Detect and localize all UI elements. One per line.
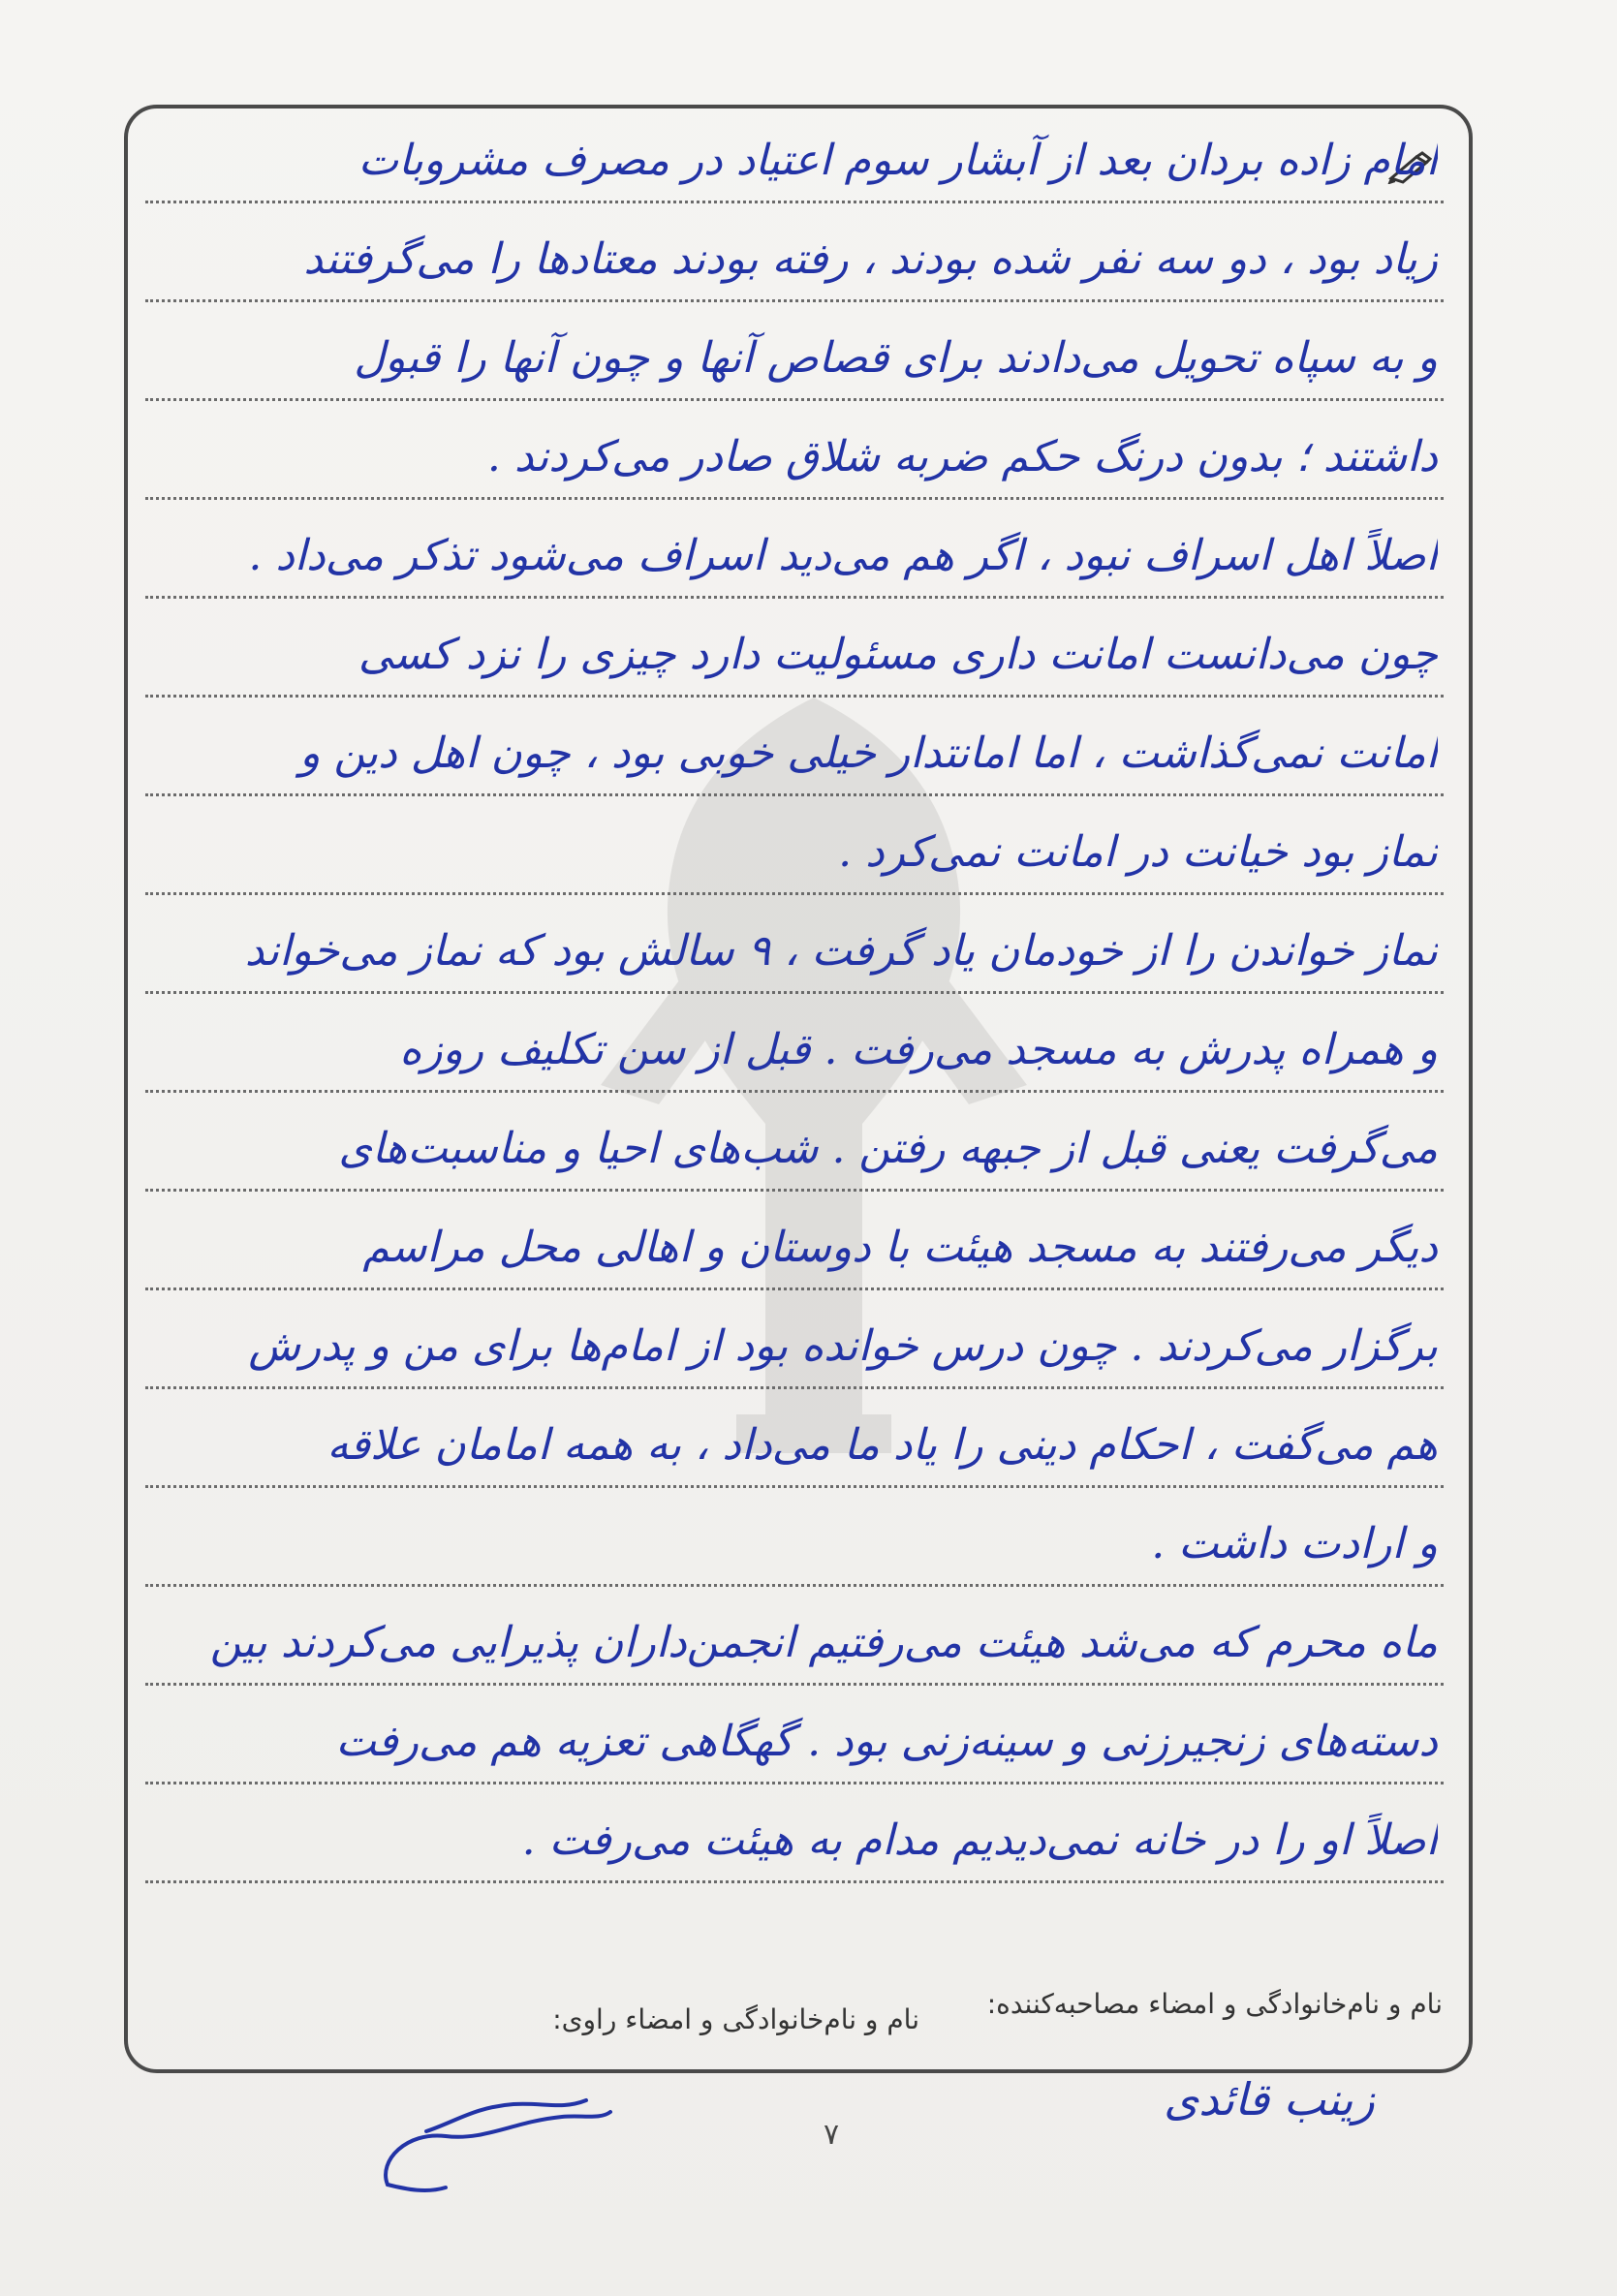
narrator-signature-icon <box>368 2093 620 2199</box>
handwritten-line-text: دیگر می‌رفتند به مسجد هیئت با دوستان و اهالی محل مراسم <box>362 1223 1438 1272</box>
handwritten-line-text: امانت نمی‌گذاشت ، اما امانتدار خیلی خوبی بود ، چون اهل دین و <box>299 729 1438 778</box>
interviewer-signature-label: نام و نام‌خانوادگی و امضاء مصاحبه‌کننده: <box>986 1988 1443 2020</box>
handwritten-line-text: ماه محرم که می‌شد هیئت می‌رفتیم انجمن‌داران پذیرایی می‌کردند بین <box>209 1618 1438 1667</box>
text-line <box>145 413 1444 500</box>
handwritten-line-text: برگزار می‌کردند . چون درس خوانده بود از امام‌ها برای من و پدرش <box>248 1321 1438 1371</box>
handwritten-line-text: اصلاً اهل اسراف نبود ، اگر هم می‌دید اسراف می‌شود تذکر می‌داد . <box>248 531 1438 580</box>
handwritten-line-text: داشتند ؛ بدون درنگ حکم ضربه شلاق صادر می‌کردند . <box>486 432 1438 481</box>
text-line <box>145 808 1444 895</box>
handwritten-line-text: و به سپاه تحویل می‌دادند برای قصاص آنها و چون آنها را قبول <box>354 333 1438 383</box>
text-line <box>145 1401 1444 1488</box>
text-line <box>145 1203 1444 1290</box>
text-line <box>145 512 1444 599</box>
text-line <box>145 907 1444 994</box>
text-line <box>145 1697 1444 1784</box>
text-line <box>145 1796 1444 1883</box>
handwritten-line-text: اصلاً او را در خانه نمی‌دیدیم مدام به هیئت می‌رفت . <box>521 1815 1438 1865</box>
text-line <box>145 1006 1444 1093</box>
handwritten-line-text: نماز خواندن را از خودمان یاد گرفت ، ۹ سالش بود که نماز می‌خواند <box>244 926 1438 976</box>
narrator-signature-label: نام و نام‌خانوادگی و امضاء راوی: <box>552 2003 919 2035</box>
text-line <box>145 1302 1444 1389</box>
handwritten-line-text: چون می‌دانست امانت داری مسئولیت دارد چیزی را نزد کسی <box>358 630 1438 679</box>
handwritten-line-text: امام زاده بردان بعد از آبشار سوم اعتیاد در مصرف مشروبات <box>358 136 1438 185</box>
handwritten-line-text: و ارادت داشت . <box>1151 1519 1438 1568</box>
interviewer-handwritten-name: زینب قائدی <box>1164 2073 1375 2125</box>
text-line <box>145 215 1444 302</box>
handwritten-line-text: می‌گرفت یعنی قبل از جبهه رفتن . شب‌های احیا و مناسبت‌های <box>338 1124 1438 1173</box>
text-line <box>145 610 1444 698</box>
handwritten-line-text: هم می‌گفت ، احکام دینی را یاد ما می‌داد ، به همه امامان علاقه <box>327 1420 1438 1470</box>
text-line <box>145 1500 1444 1587</box>
text-line <box>145 116 1444 203</box>
handwritten-line-text: و همراه پدرش به مسجد می‌رفت . قبل از سن تکلیف روزه <box>399 1025 1438 1074</box>
text-line <box>145 1104 1444 1192</box>
handwritten-line-text: نماز بود خیانت در امانت نمی‌کرد . <box>838 827 1438 877</box>
text-line <box>145 314 1444 401</box>
text-line <box>145 1598 1444 1686</box>
text-line <box>145 709 1444 796</box>
handwritten-line-text: زیاد بود ، دو سه نفر شده بودند ، رفته بودند معتادها را می‌گرفتند <box>303 234 1438 284</box>
handwritten-line-text: دسته‌های زنجیرزنی و سینه‌زنی بود . گهگاهی تعزیه هم می‌رفت <box>335 1717 1438 1766</box>
page-number: ۷ <box>824 2118 840 2152</box>
handwritten-text-area <box>145 116 1444 1957</box>
